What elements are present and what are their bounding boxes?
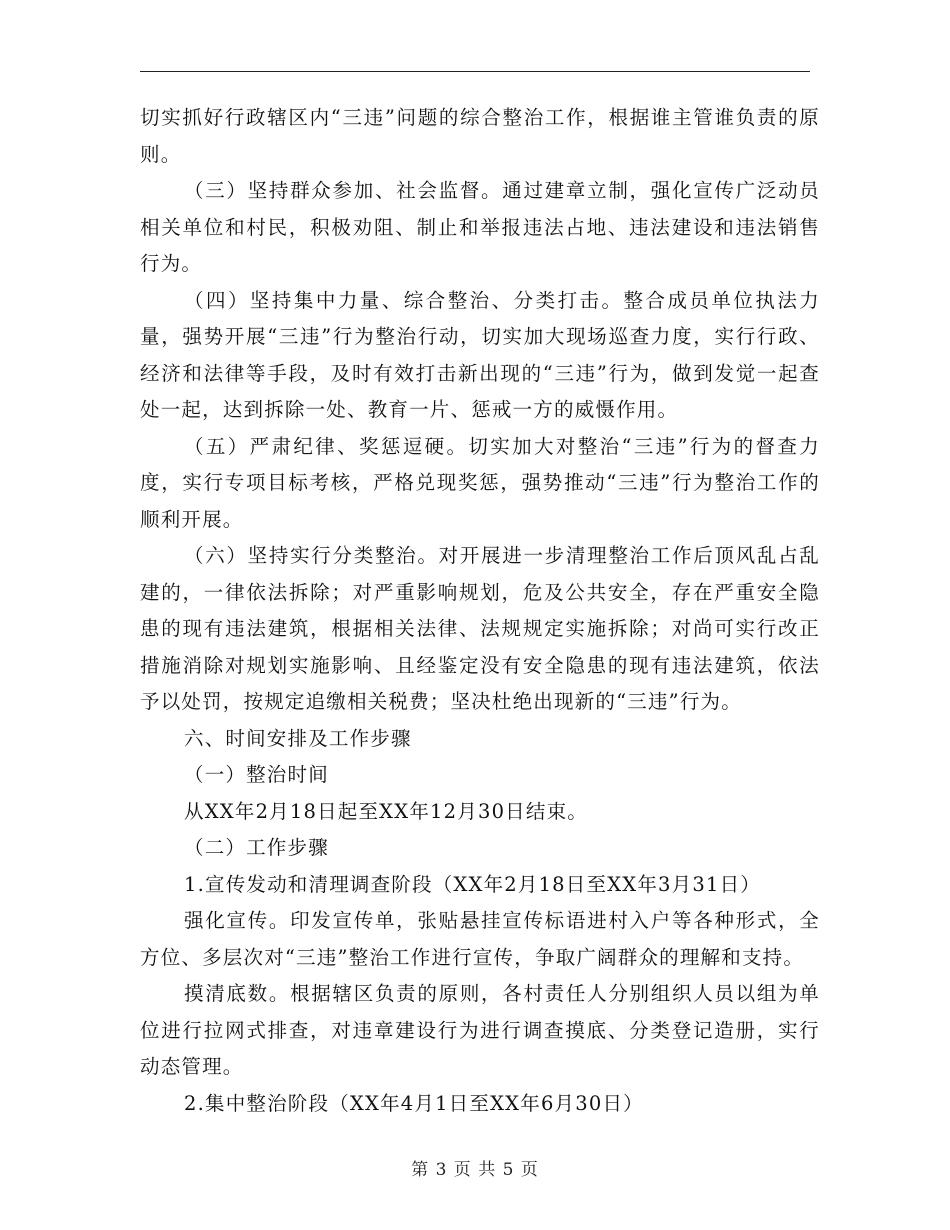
- subsection-heading: （二）工作步骤: [184, 836, 329, 859]
- paragraph: （四）坚持集中力量、综合整治、分类打击。整合成员单位执法力量，强势开展“三违”行为整治行动，切实加大现场巡查力度，实行行政、经济和法律等手段，及时有效打击新出现的“三违”行为，做到发觉一起查处一起，达到拆除一处、教育一片、惩戒一方的威慑作用。: [140, 288, 820, 421]
- section-heading: 六、时间安排及工作步骤: [184, 726, 412, 750]
- paragraph: 从XX年2月18日起至XX年12月30日结束。: [184, 799, 588, 823]
- subsection-heading: （一）整治时间: [184, 763, 329, 786]
- paragraph: （五）严肃纪律、奖惩逗硬。切实加大对整治“三违”行为的督查力度，实行专项目标考核，严格兑现奖惩，强势推动“三违”行为整治工作的顺利开展。: [140, 434, 820, 531]
- paragraph: （六）坚持实行分类整治。对开展进一步清理整治工作后顶风乱占乱建的，一律依法拆除；对严重影响规划，危及公共安全，存在严重安全隐患的现有违法建筑，根据相关法律、法规规定实施拆除；对尚可实行改正措施消除对规划实施影响、且经鉴定没有安全隐患的现有违法建筑，依法予以处罚，按规定追缴相关税费；坚决杜绝出现新的“三违”行为。: [140, 544, 820, 713]
- step-heading: 1.宣传发动和清理调查阶段（XX年2月18日至XX年3月31日）: [184, 872, 761, 896]
- paragraph: 切实抓好行政辖区内“三违”问题的综合整治工作，根据谁主管谁负责的原则。: [140, 106, 820, 166]
- paragraph: 摸清底数。根据辖区负责的原则，各村责任人分别组织人员以组为单位进行拉网式排查，对违章建设行为进行调查摸底、分类登记造册，实行动态管理。: [140, 982, 820, 1078]
- header-rule: [140, 71, 810, 72]
- paragraph: 强化宣传。印发宣传单，张贴悬挂宣传标语进村入户等各种形式，全方位、多层次对“三违”整治工作进行宣传，争取广阔群众的理解和支持。: [140, 909, 820, 969]
- step-heading: 2.集中整治阶段（XX年4月1日至XX年6月30日）: [184, 1091, 644, 1115]
- page-footer: 第 3 页 共 5 页: [411, 1160, 539, 1180]
- paragraph: （三）坚持群众参加、社会监督。通过建章立制，强化宣传广泛动员相关单位和村民，积极劝阻、制止和举报违法占地、违法建设和违法销售行为。: [140, 179, 820, 275]
- document-body: [140, 100, 820, 1122]
